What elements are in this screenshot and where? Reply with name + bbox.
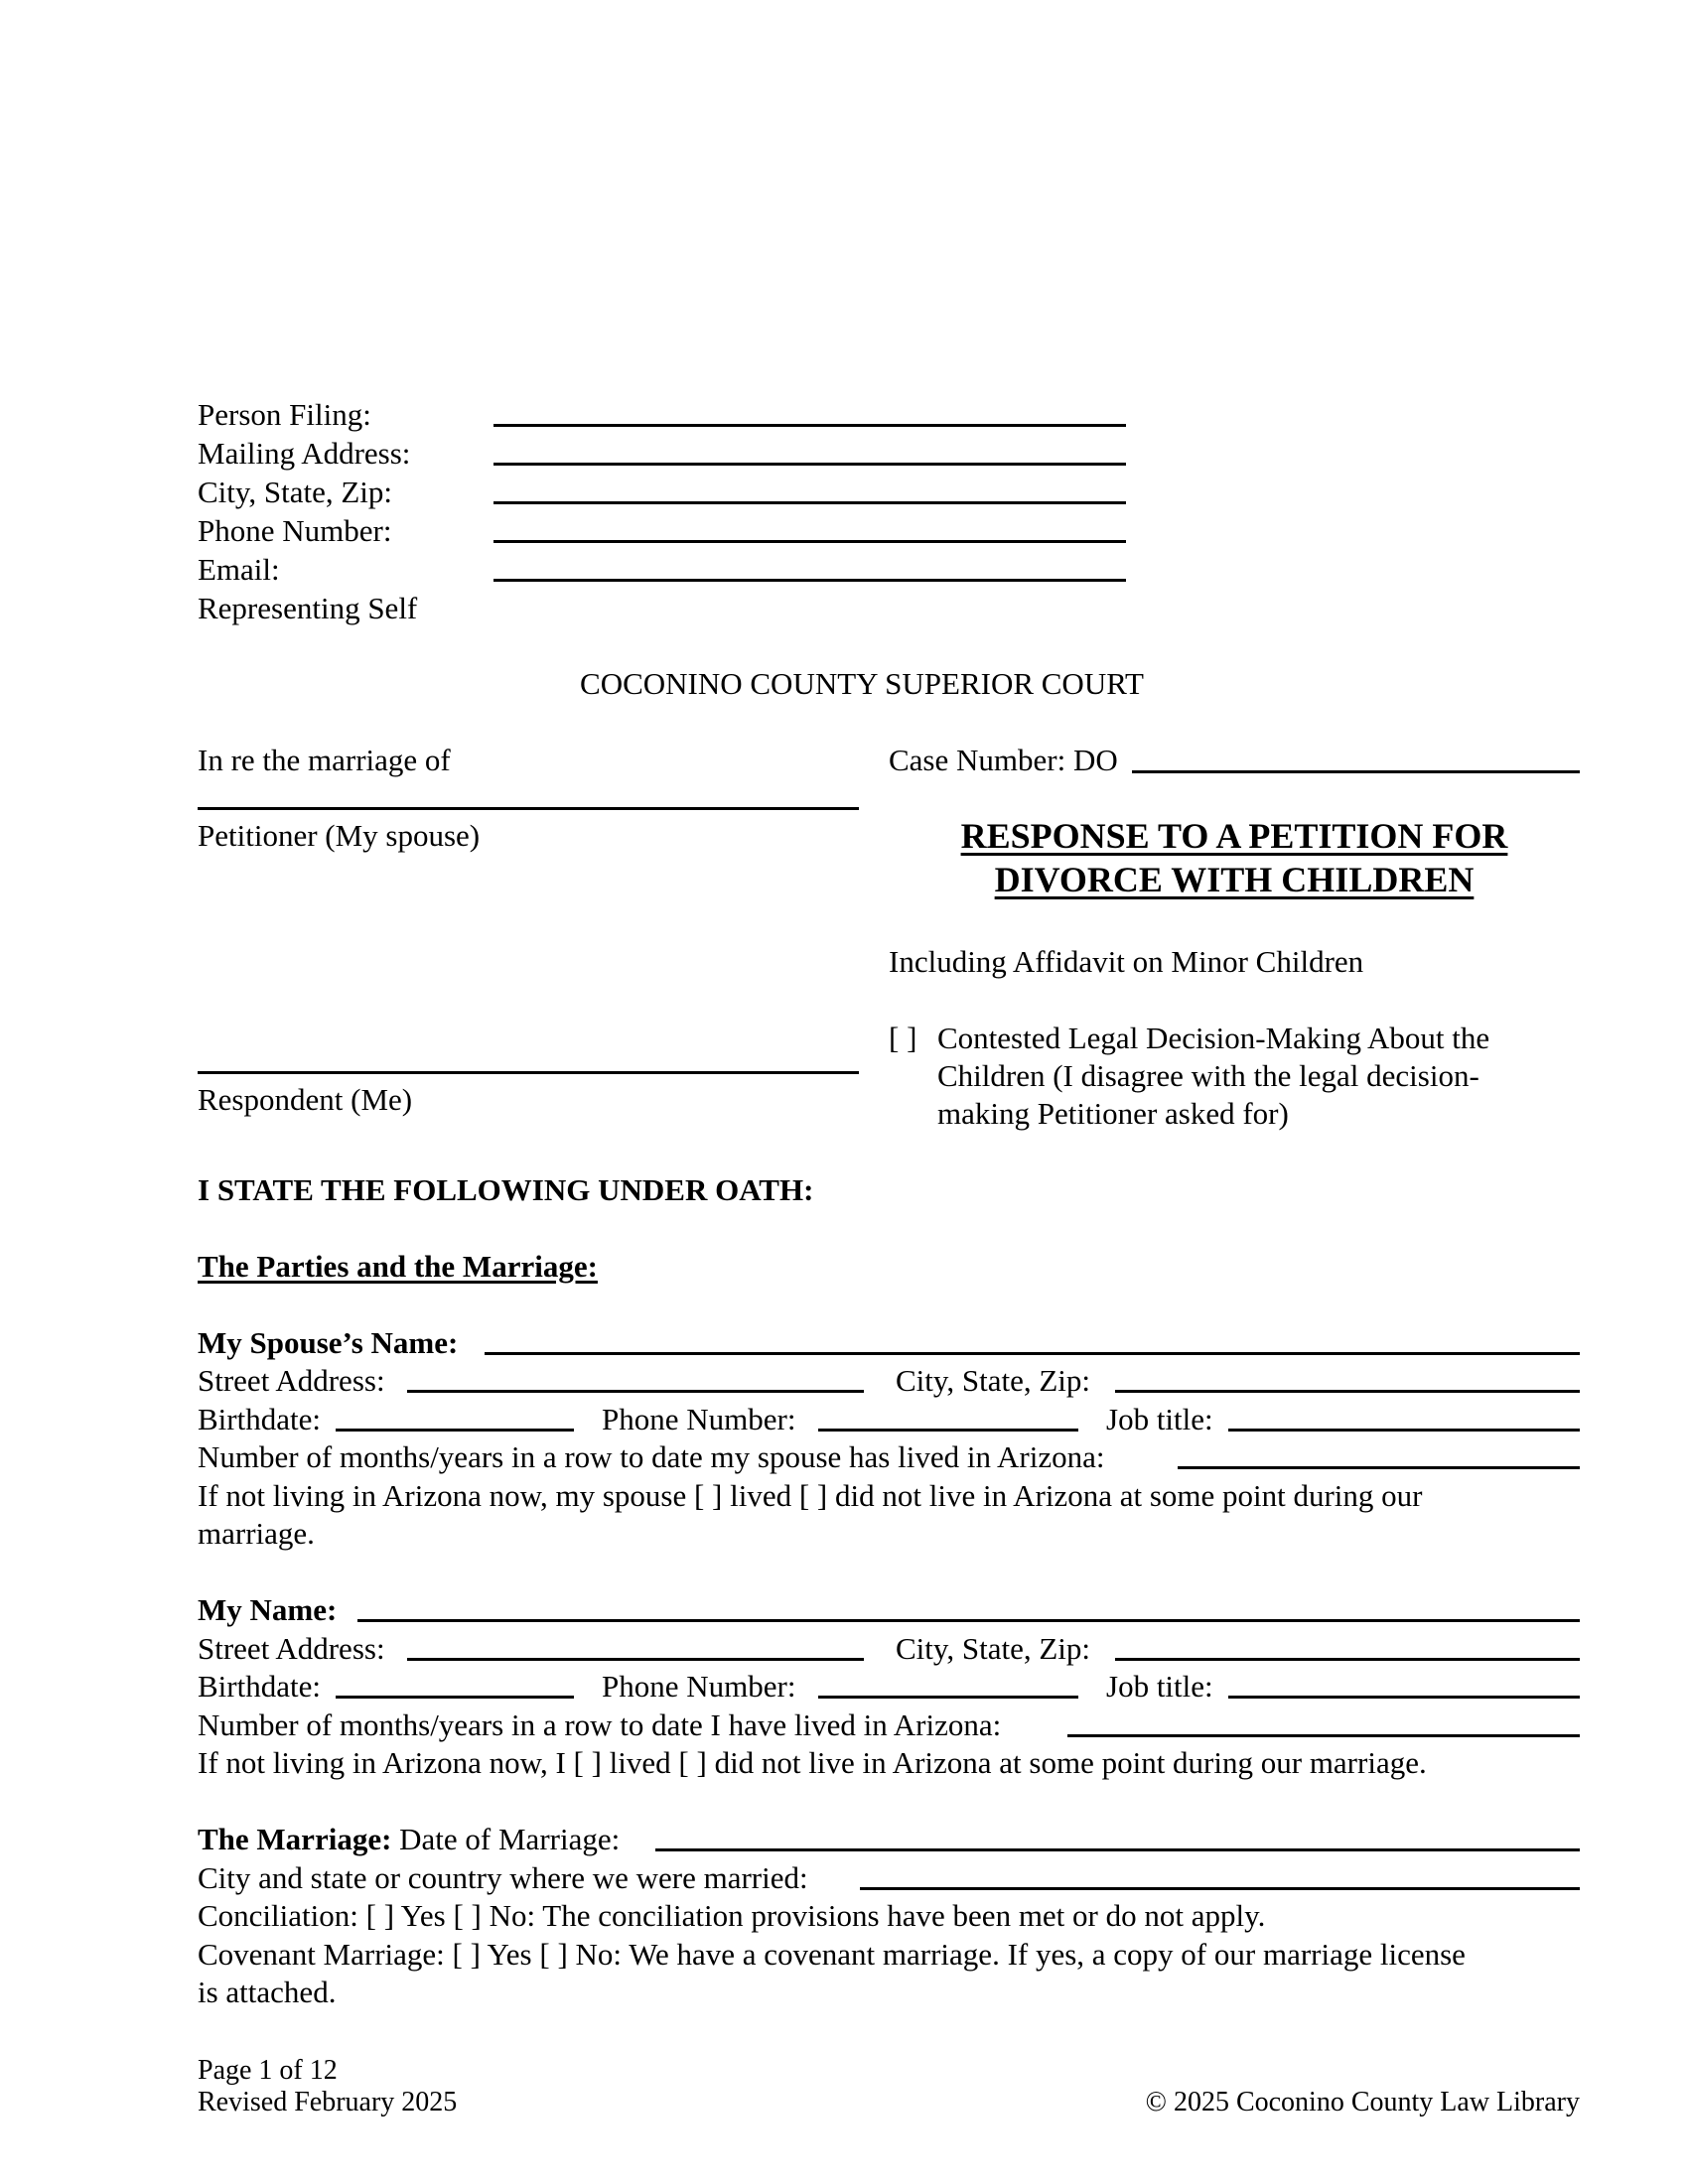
covenant-line1: Covenant Marriage: [ ] Yes [ ] No: We have a covenant marriage. If yes, a copy of our marriage license [198, 1937, 1466, 1972]
representing-self-label: Representing Self [198, 591, 418, 625]
footer-revised: Revised February 2025 [198, 2087, 458, 2117]
person-filing-label: Person Filing: [198, 397, 371, 432]
contested-line1: Contested Legal Decision-Making About the [937, 1021, 1490, 1055]
contested-checkbox[interactable]: [ ] [889, 1021, 917, 1055]
email-label: Email: [198, 552, 280, 587]
document-title-line2: DIVORCE WITH CHILDREN [994, 860, 1475, 899]
conciliation-line: Conciliation: [ ] Yes [ ] No: The conciliation provisions have been met or do not apply. [198, 1898, 1266, 1933]
my-birthdate-field[interactable] [336, 1696, 574, 1699]
oath-heading: I STATE THE FOLLOWING UNDER OATH: [198, 1172, 814, 1207]
my-phone-label: Phone Number: [602, 1669, 796, 1704]
my-name-field[interactable] [357, 1619, 1580, 1622]
city-state-zip-label: City, State, Zip: [198, 475, 393, 509]
marriage-place-label: City and state or country where we were married: [198, 1860, 808, 1895]
my-not-living-line: If not living in Arizona now, I [ ] lived [ ] did not live in Arizona at some point during our marriage. [198, 1745, 1427, 1780]
footer-page-number: Page 1 of 12 [198, 2055, 338, 2086]
spouse-street-label: Street Address: [198, 1363, 385, 1398]
mailing-address-label: Mailing Address: [198, 436, 411, 471]
spouse-months-label: Number of months/years in a row to date my spouse has lived in Arizona: [198, 1439, 1105, 1474]
including-affidavit: Including Affidavit on Minor Children [889, 944, 1364, 979]
contested-line3: making Petitioner asked for) [937, 1096, 1289, 1131]
mailing-address-field[interactable] [493, 463, 1126, 466]
in-re-label: In re the marriage of [198, 743, 451, 777]
contested-line2: Children (I disagree with the legal decision- [937, 1058, 1479, 1093]
my-job-field[interactable] [1228, 1696, 1580, 1699]
spouse-birthdate-field[interactable] [336, 1429, 574, 1432]
spouse-name-label: My Spouse’s Name: [198, 1325, 459, 1360]
marriage-date-label: Date of Marriage: [399, 1822, 621, 1856]
phone-number-label: Phone Number: [198, 513, 392, 548]
spouse-job-field[interactable] [1228, 1429, 1580, 1432]
my-city-label: City, State, Zip: [896, 1631, 1091, 1666]
spouse-job-label: Job title: [1106, 1402, 1213, 1436]
case-number-field[interactable] [1132, 770, 1580, 773]
person-filing-field[interactable] [493, 424, 1126, 427]
court-name: COCONINO COUNTY SUPERIOR COURT [580, 666, 1144, 701]
my-street-field[interactable] [407, 1658, 864, 1661]
spouse-phone-label: Phone Number: [602, 1402, 796, 1436]
covenant-line2: is attached. [198, 1975, 337, 2009]
marriage-place-field[interactable] [860, 1887, 1580, 1890]
spouse-city-label: City, State, Zip: [896, 1363, 1091, 1398]
marriage-date-field[interactable] [655, 1848, 1580, 1851]
petitioner-label: Petitioner (My spouse) [198, 818, 481, 853]
marriage-heading: The Marriage: [198, 1822, 392, 1856]
email-field[interactable] [493, 579, 1126, 582]
city-state-zip-field[interactable] [493, 501, 1126, 504]
document-title-line1: RESPONSE TO A PETITION FOR [960, 816, 1508, 856]
petitioner-name-field[interactable] [198, 807, 859, 810]
my-street-label: Street Address: [198, 1631, 385, 1666]
spouse-not-living-line1: If not living in Arizona now, my spouse [ ] lived [ ] did not live in Arizona at some point during our [198, 1478, 1423, 1513]
spouse-not-living-line2: marriage. [198, 1516, 315, 1551]
spouse-name-field[interactable] [485, 1352, 1580, 1355]
my-city-field[interactable] [1115, 1658, 1580, 1661]
my-months-label: Number of months/years in a row to date I have lived in Arizona: [198, 1707, 1002, 1742]
spouse-street-field[interactable] [407, 1390, 864, 1393]
spouse-months-field[interactable] [1178, 1466, 1580, 1469]
my-months-field[interactable] [1067, 1734, 1580, 1737]
marriage-date-row [198, 1824, 620, 1854]
case-number-label: Case Number: DO [889, 743, 1118, 777]
respondent-name-field[interactable] [198, 1071, 859, 1074]
spouse-phone-field[interactable] [818, 1429, 1078, 1432]
spouse-city-field[interactable] [1115, 1390, 1580, 1393]
footer-copyright: © 2025 Coconino County Law Library [1145, 2087, 1580, 2117]
my-birthdate-label: Birthdate: [198, 1669, 321, 1704]
my-job-label: Job title: [1106, 1669, 1213, 1704]
phone-number-field[interactable] [493, 540, 1126, 543]
my-name-label: My Name: [198, 1592, 338, 1627]
respondent-label: Respondent (Me) [198, 1082, 413, 1117]
section-heading: The Parties and the Marriage: [198, 1249, 598, 1284]
my-phone-field[interactable] [818, 1696, 1078, 1699]
spouse-birthdate-label: Birthdate: [198, 1402, 321, 1436]
